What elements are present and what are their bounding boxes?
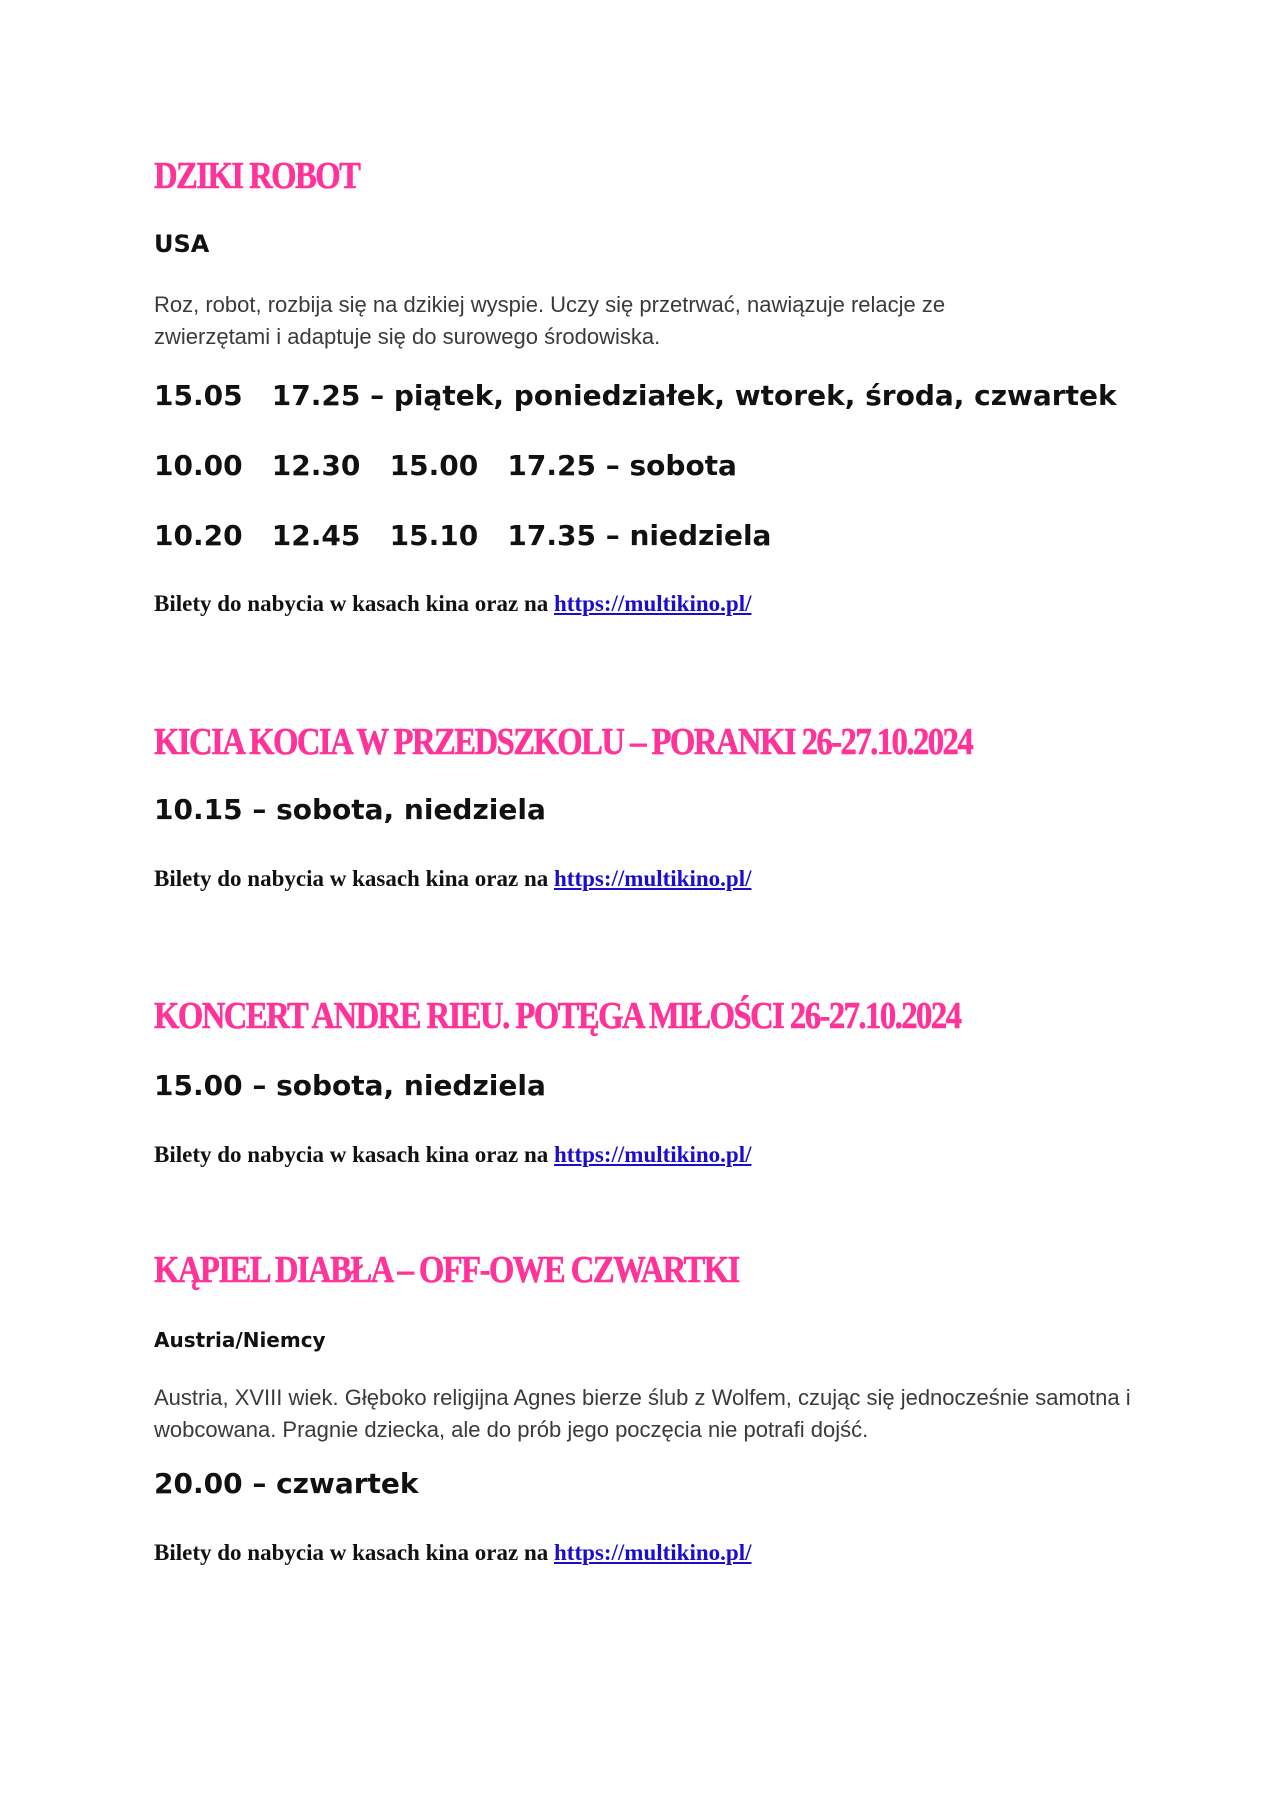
tickets-text: Bilety do nabycia w kasach kina oraz na <box>154 1540 549 1565</box>
showtimes-line: 10.00 12.30 15.00 17.25 – sobota <box>154 449 737 482</box>
showtimes-line: 15.05 17.25 – piątek, poniedziałek, wtorek, środa, czwartek <box>154 379 1117 412</box>
showtimes-line: 15.00 – sobota, niedziela <box>154 1069 546 1102</box>
showtimes-line: 10.15 – sobota, niedziela <box>154 793 546 826</box>
tickets-link[interactable]: https://multikino.pl/ <box>554 591 752 616</box>
tickets-info <box>154 1538 751 1568</box>
showtimes-line: 10.20 12.45 15.10 17.35 – niedziela <box>154 519 772 552</box>
tickets-link[interactable]: https://multikino.pl/ <box>554 866 752 891</box>
movie-country: Austria/Niemcy <box>154 1328 326 1352</box>
showtimes-line: 20.00 – czwartek <box>154 1467 419 1500</box>
tickets-text: Bilety do nabycia w kasach kina oraz na <box>154 866 549 891</box>
movie-title: KĄPIEL DIABŁA – OFF-OWE CZWARTKI <box>154 1249 739 1291</box>
tickets-link[interactable]: https://multikino.pl/ <box>554 1142 752 1167</box>
tickets-text: Bilety do nabycia w kasach kina oraz na <box>154 1142 549 1167</box>
tickets-info <box>154 864 751 894</box>
movie-description: Roz, robot, rozbija się na dzikiej wyspie. Uczy się przetrwać, nawiązuje relacje ze zwierzętami i adaptuje się do surowego środowiska. <box>154 292 946 349</box>
movie-title: KONCERT ANDRE RIEU. POTĘGA MIŁOŚCI 26-27.10.2024 <box>154 995 961 1037</box>
tickets-link[interactable]: https://multikino.pl/ <box>554 1540 752 1565</box>
tickets-text: Bilety do nabycia w kasach kina oraz na <box>154 591 549 616</box>
movie-country: USA <box>154 230 210 258</box>
tickets-info <box>154 1140 751 1170</box>
movie-title: DZIKI ROBOT <box>154 155 360 197</box>
movie-title: KICIA KOCIA W PRZEDSZKOLU – PORANKI 26-27.10.2024 <box>154 721 973 763</box>
tickets-info <box>154 589 751 619</box>
movie-description: Austria, XVIII wiek. Głęboko religijna Agnes bierze ślub z Wolfem, czując się jednocześnie samotna i wobcowana. Pragnie dziecka, ale do prób jego poczęcia nie potrafi dojść. <box>154 1385 1131 1442</box>
